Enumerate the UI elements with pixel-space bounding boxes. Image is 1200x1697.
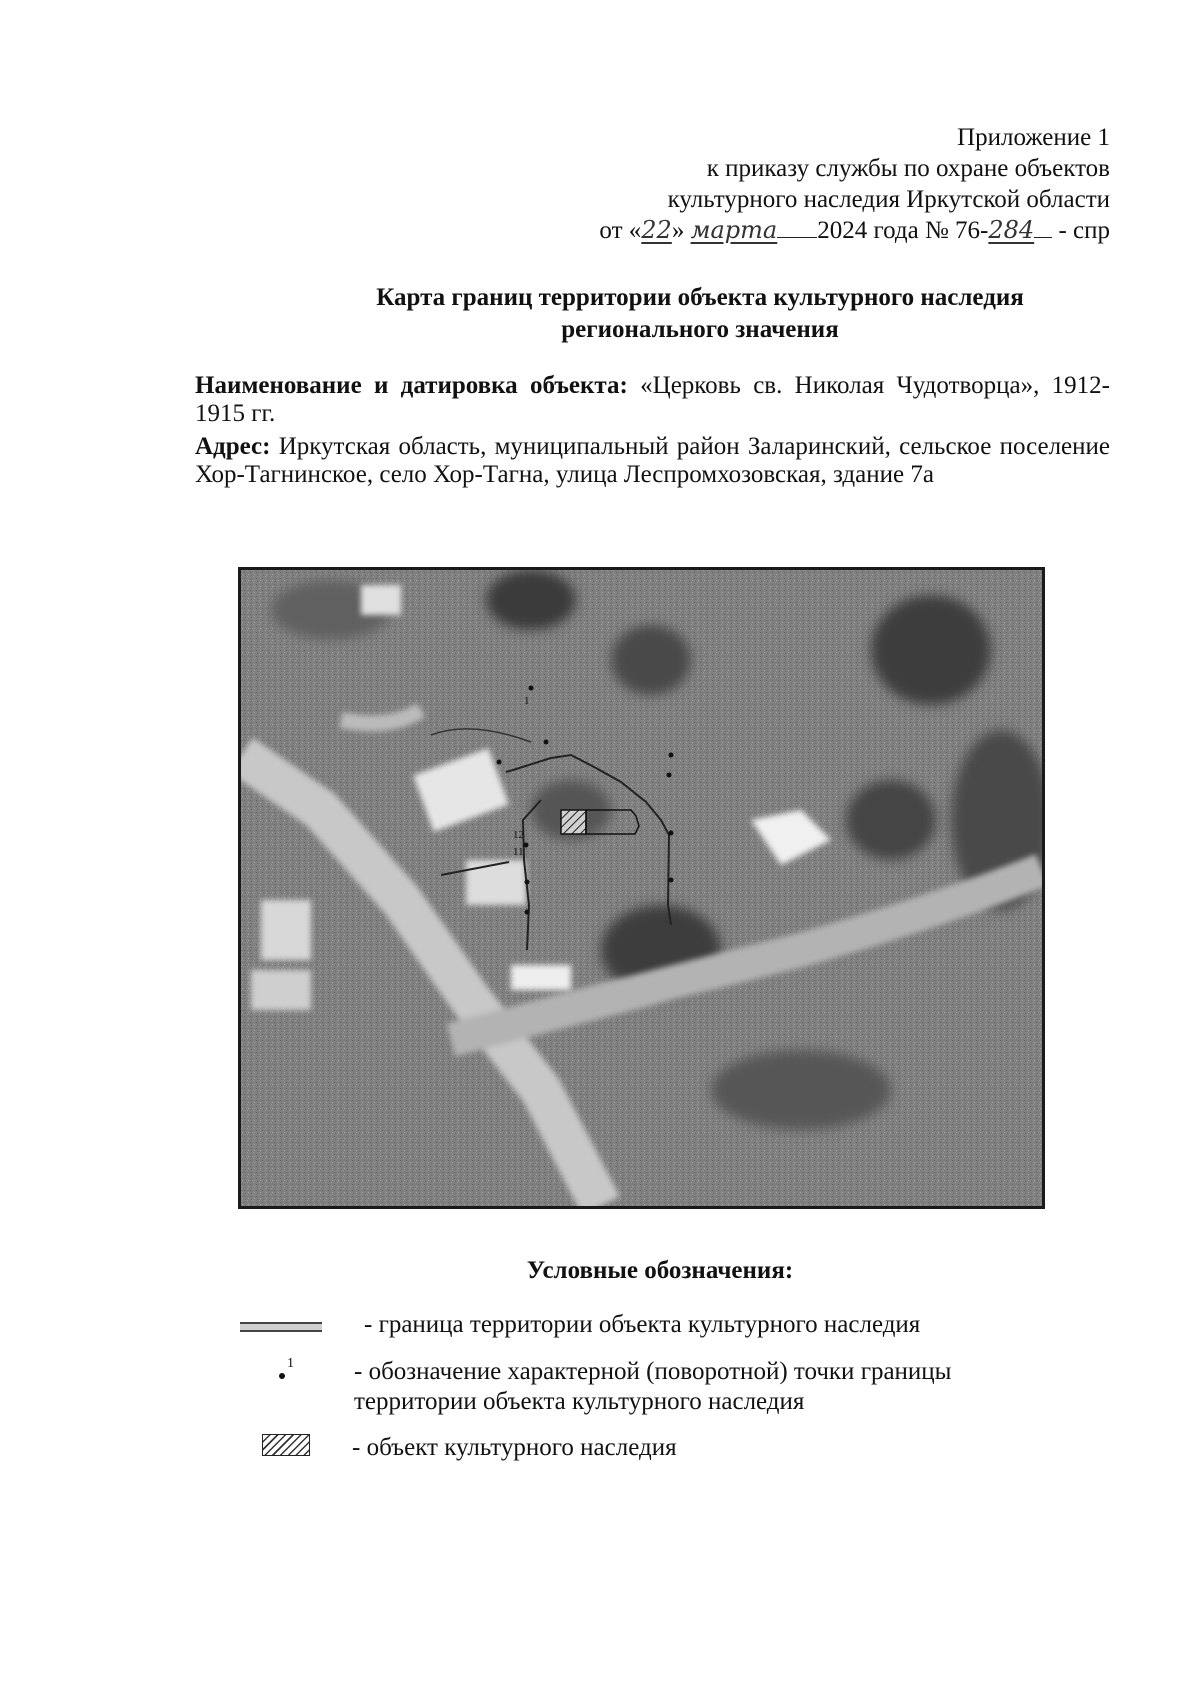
point-label: 12 [513, 829, 524, 841]
aerial-map [238, 567, 1045, 1209]
turning-point [669, 753, 674, 758]
annex-from-prefix: от « [599, 217, 642, 244]
handwritten-day: 22 [641, 216, 672, 244]
annex-line-1: Приложение 1 [957, 124, 1110, 151]
object-name-value: «Церковь св. Николая Чудотворца», 1912-1915 гг. [195, 372, 1110, 427]
date-blank [777, 237, 817, 238]
turning-point [524, 843, 529, 848]
number-blank [1034, 237, 1052, 238]
turning-point-icon [279, 1373, 285, 1379]
annex-line-2: к приказу службы по охране объектов [706, 155, 1110, 182]
turning-point [525, 880, 530, 885]
object-address-paragraph [195, 433, 1110, 489]
turning-point [667, 773, 672, 778]
object-name-label: Наименование и датировка объекта: [195, 372, 628, 399]
turning-point-marker: 1 [287, 1356, 294, 1371]
title-line-1: Карта границ территории объекта культурного наследия [376, 284, 1024, 311]
document-title [200, 282, 1200, 346]
aerial-map-image [241, 570, 1042, 1206]
annex-date-line [599, 215, 1110, 246]
object-address-label: Адрес: [195, 433, 271, 460]
turning-point [497, 760, 502, 765]
turning-point [525, 910, 530, 915]
annex-suffix: - спр [1052, 217, 1110, 244]
title-line-2: регионального значения [561, 316, 839, 343]
handwritten-month: марта [690, 216, 778, 244]
legend-title: Условные обозначения: [526, 1257, 794, 1284]
annex-line-3: культурного наследия Иркутской области [667, 186, 1110, 213]
legend-item-object: - объект культурного наследия [352, 1434, 677, 1461]
hatched-object-icon [262, 1434, 310, 1456]
turning-point [544, 740, 549, 745]
object-address-value: Иркутская область, муниципальный район Заларинский, сельское поселение Хор-Тагнинское, село Хор-Тагна, улица Леспромхозовская, здание 7а [195, 433, 1111, 488]
handwritten-number: 284 [988, 216, 1035, 244]
legend-item-boundary: - граница территории объекта культурного наследия [364, 1311, 921, 1338]
annex-year-text: 2024 года № 76- [817, 217, 989, 244]
boundary-line-icon [240, 1322, 322, 1332]
object-name-paragraph [195, 372, 1110, 428]
point-label: 11 [513, 846, 524, 858]
annex-quote-close: » [671, 217, 685, 244]
point-label: 1 [524, 695, 530, 707]
turning-point [529, 686, 534, 691]
turning-point [669, 831, 674, 836]
legend-item-point: - обозначение характерной (поворотной) точки границы территории объекта культурного наследия [354, 1358, 952, 1415]
turning-point [669, 878, 674, 883]
annex-header [599, 122, 1110, 246]
